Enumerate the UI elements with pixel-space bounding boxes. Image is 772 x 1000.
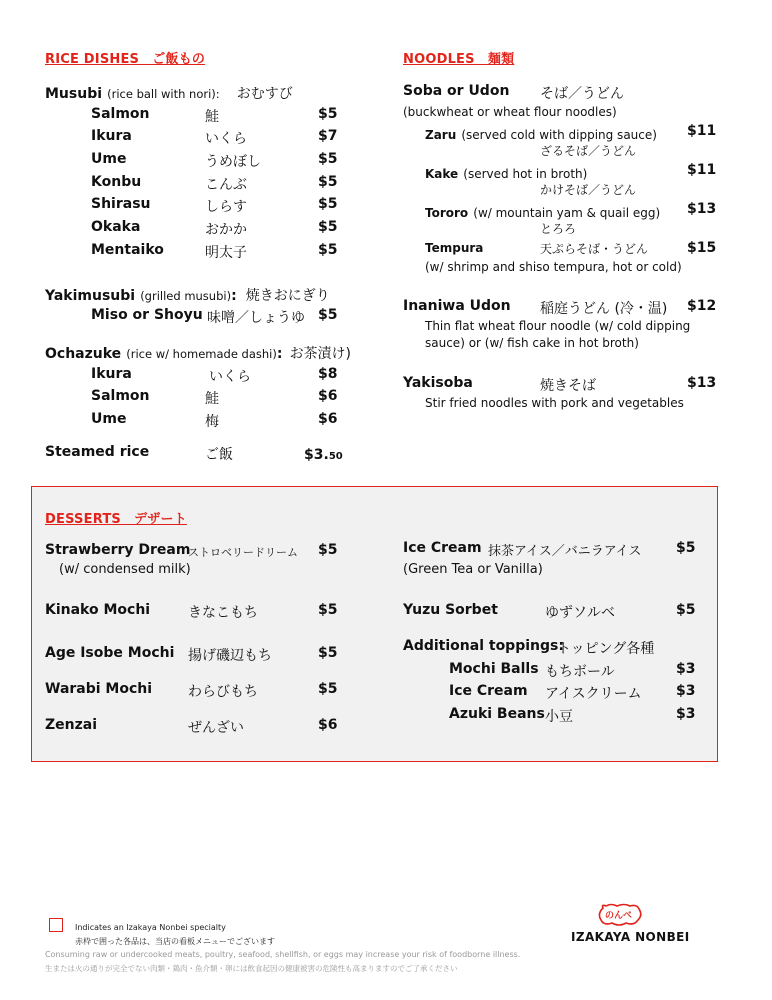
menu-item-desc: (served cold with dipping sauce) <box>461 128 657 142</box>
menu-item-jp: しらす <box>205 199 247 215</box>
menu-item-jp: かけそば／うどん <box>540 183 637 197</box>
topping-jp: アイスクリーム <box>545 686 642 702</box>
menu-item-jp: 明太子 <box>205 245 247 261</box>
menu-item-price: $13 <box>687 201 717 217</box>
menu-item-name: Mentaiko <box>91 242 164 258</box>
menu-item-name: Kake <box>425 167 459 181</box>
dessert-name: Zenzai <box>45 717 98 733</box>
toppings-title: Additional toppings: <box>403 638 564 654</box>
menu-item-price: $5 <box>318 242 338 258</box>
dessert-price: $6 <box>318 717 338 733</box>
menu-item-price: $15 <box>687 240 717 256</box>
inaniwa-jp: 稲庭うどん (冷・温) <box>540 301 668 317</box>
menu-item-desc: (served hot in broth) <box>463 167 588 181</box>
desserts-specialty-box <box>31 486 718 762</box>
menu-item-name: Miso or Shoyu <box>91 307 203 323</box>
menu-item-jp: うめぼし <box>205 154 261 170</box>
inaniwa-desc-2: sauce) or (w/ fish cake in hot broth) <box>425 336 639 350</box>
musubi-jp: おむすび <box>236 86 293 102</box>
zaru-line <box>425 124 657 143</box>
inaniwa-desc-1: Thin flat wheat flour noodle (w/ cold dipping <box>425 319 691 333</box>
ochazuke-name: Ochazuke <box>45 346 122 362</box>
menu-item-price: $5 <box>318 151 338 167</box>
nonbei-logo-icon <box>597 903 643 927</box>
steamed-rice-jp: ご飯 <box>205 447 233 463</box>
dessert-sub: (w/ condensed milk) <box>59 562 191 577</box>
soba-udon-desc: (buckwheat or wheat flour noodles) <box>403 105 617 119</box>
dessert-jp: わらびもち <box>188 684 258 700</box>
noodles-title: NOODLES 麺類 <box>403 52 515 67</box>
dessert-jp: ゆずソルベ <box>545 605 615 621</box>
menu-item-price: $6 <box>318 411 338 427</box>
foodborne-warning-en: Consuming raw or undercooked meats, poultry, seafood, shellfish, or eggs may increase your risk of foodborne illness. <box>45 950 521 959</box>
menu-item-price: $6 <box>318 388 338 404</box>
dessert-price: $5 <box>318 542 338 558</box>
menu-item-name: Konbu <box>91 174 142 190</box>
menu-item-name: Shirasu <box>91 196 151 212</box>
dessert-price: $5 <box>676 540 696 556</box>
legend-text-jp: 赤枠で囲った各品は、当店の看板メニューでございます <box>75 937 275 946</box>
menu-item-name: Ume <box>91 411 127 427</box>
menu-item-price: $8 <box>318 366 338 382</box>
yakisoba-jp: 焼きそば <box>540 378 596 394</box>
musubi-name: Musubi <box>45 86 103 102</box>
menu-item-name: Tempura <box>425 241 484 255</box>
soba-udon-name: Soba or Udon <box>403 83 510 99</box>
foodborne-warning-jp: 生または火の通りが完全でない肉類・鶏肉・魚介類・卵には飲食起因の健康被害の危険性も高まりますのでご了承ください <box>45 964 458 973</box>
topping-name: Azuki Beans <box>449 706 545 722</box>
steamed-rice-name: Steamed rice <box>45 444 150 460</box>
yakisoba-price: $13 <box>687 375 717 391</box>
rice-dishes-title: RICE DISHES ご飯もの <box>45 52 206 67</box>
dessert-sub: (Green Tea or Vanilla) <box>403 562 543 577</box>
menu-item-name: Tororo <box>425 206 469 220</box>
dessert-name: Warabi Mochi <box>45 681 153 697</box>
yakimusubi-jp: 焼きおにぎり <box>245 288 330 304</box>
topping-name: Mochi Balls <box>449 661 539 677</box>
musubi-header <box>45 83 293 103</box>
dessert-name: Ice Cream <box>403 540 482 556</box>
menu-item-jp: 梅 <box>205 414 219 430</box>
menu-item-name: Ikura <box>91 128 132 144</box>
ochazuke-jp: お茶漬け) <box>289 346 352 362</box>
desserts-title: DESSERTS デザート <box>45 512 187 527</box>
ochazuke-header <box>45 343 351 363</box>
dessert-jp: 抹茶アイス／バニラアイス <box>488 544 642 559</box>
steamed-rice-price <box>304 444 343 463</box>
soba-udon-jp: そば／うどん <box>540 86 624 102</box>
menu-item-name: Ume <box>91 151 127 167</box>
dessert-name: Strawberry Dream <box>45 542 191 558</box>
menu-item-jp: こんぶ <box>205 177 247 193</box>
topping-price: $3 <box>676 661 696 677</box>
toppings-jp: トッピング各種 <box>557 641 655 657</box>
inaniwa-price: $12 <box>687 298 717 314</box>
yakisoba-name: Yakisoba <box>403 375 473 391</box>
topping-name: Ice Cream <box>449 683 528 699</box>
menu-item-jp: とろろ <box>540 222 577 236</box>
dessert-name: Kinako Mochi <box>45 602 151 618</box>
dessert-price: $5 <box>318 645 338 661</box>
menu-item-jp: 天ぷらそば・うどん <box>540 242 649 256</box>
topping-jp: もちボール <box>545 664 615 680</box>
legend-text-en: Indicates an Izakaya Nonbei specialty <box>75 923 226 932</box>
menu-item-price: $7 <box>318 128 338 144</box>
tempura-note: (w/ shrimp and shiso tempura, hot or cold) <box>425 260 682 274</box>
inaniwa-name: Inaniwa Udon <box>403 298 511 314</box>
specialty-legend-box <box>49 918 63 932</box>
ochazuke-desc: (rice w/ homemade dashi) <box>126 347 277 361</box>
yakimusubi-desc: (grilled musubi) <box>140 289 232 303</box>
brand-name: IZAKAYA NONBEI <box>571 930 690 944</box>
menu-item-name: Zaru <box>425 128 457 142</box>
topping-price: $3 <box>676 683 696 699</box>
menu-item-jp: 鮭 <box>205 391 219 407</box>
menu-item-price: $5 <box>318 106 338 122</box>
musubi-desc: (rice ball with nori): <box>107 87 220 101</box>
menu-item-jp: ざるそば／うどん <box>540 144 637 158</box>
dessert-price: $5 <box>676 602 696 618</box>
price-main: $3. <box>304 447 329 463</box>
price-cents: 50 <box>328 451 343 462</box>
kake-line <box>425 163 587 182</box>
menu-item-jp: 鮭 <box>205 109 219 125</box>
menu-item-name: Okaka <box>91 219 141 235</box>
dessert-name: Yuzu Sorbet <box>403 602 498 618</box>
ochazuke-colon: : <box>276 346 283 362</box>
logo-text: のんべ <box>605 911 632 921</box>
menu-item-jp: いくら <box>205 131 247 147</box>
menu-item-jp: いくら <box>209 369 251 385</box>
dessert-price: $5 <box>318 602 338 618</box>
menu-item-name: Salmon <box>91 106 150 122</box>
menu-item-name: Salmon <box>91 388 150 404</box>
menu-item-price: $5 <box>318 219 338 235</box>
dessert-jp: ぜんざい <box>188 720 244 736</box>
menu-item-price: $5 <box>318 174 338 190</box>
dessert-jp: きなこもち <box>188 605 258 621</box>
menu-item-jp: おかか <box>205 222 247 238</box>
dessert-jp: 揚げ磯辺もち <box>188 648 272 664</box>
menu-item-desc: (w/ mountain yam & quail egg) <box>473 206 661 220</box>
dessert-price: $5 <box>318 681 338 697</box>
dessert-jp: ストロベリードリーム <box>188 546 298 559</box>
menu-item-price: $11 <box>687 162 717 178</box>
tororo-line <box>425 202 660 221</box>
yakimusubi-colon: : <box>231 288 237 304</box>
yakimusubi-name: Yakimusubi <box>45 288 136 304</box>
topping-jp: 小豆 <box>545 709 573 725</box>
yakisoba-desc: Stir fried noodles with pork and vegetables <box>425 396 684 410</box>
yakimusubi-header <box>45 285 330 305</box>
dessert-name: Age Isobe Mochi <box>45 645 175 661</box>
topping-price: $3 <box>676 706 696 722</box>
menu-item-price: $5 <box>318 307 338 323</box>
menu-item-name: Ikura <box>91 366 132 382</box>
menu-item-jp: 味噌／しょうゆ <box>207 310 305 326</box>
menu-item-price: $5 <box>318 196 338 212</box>
menu-item-price: $11 <box>687 123 717 139</box>
